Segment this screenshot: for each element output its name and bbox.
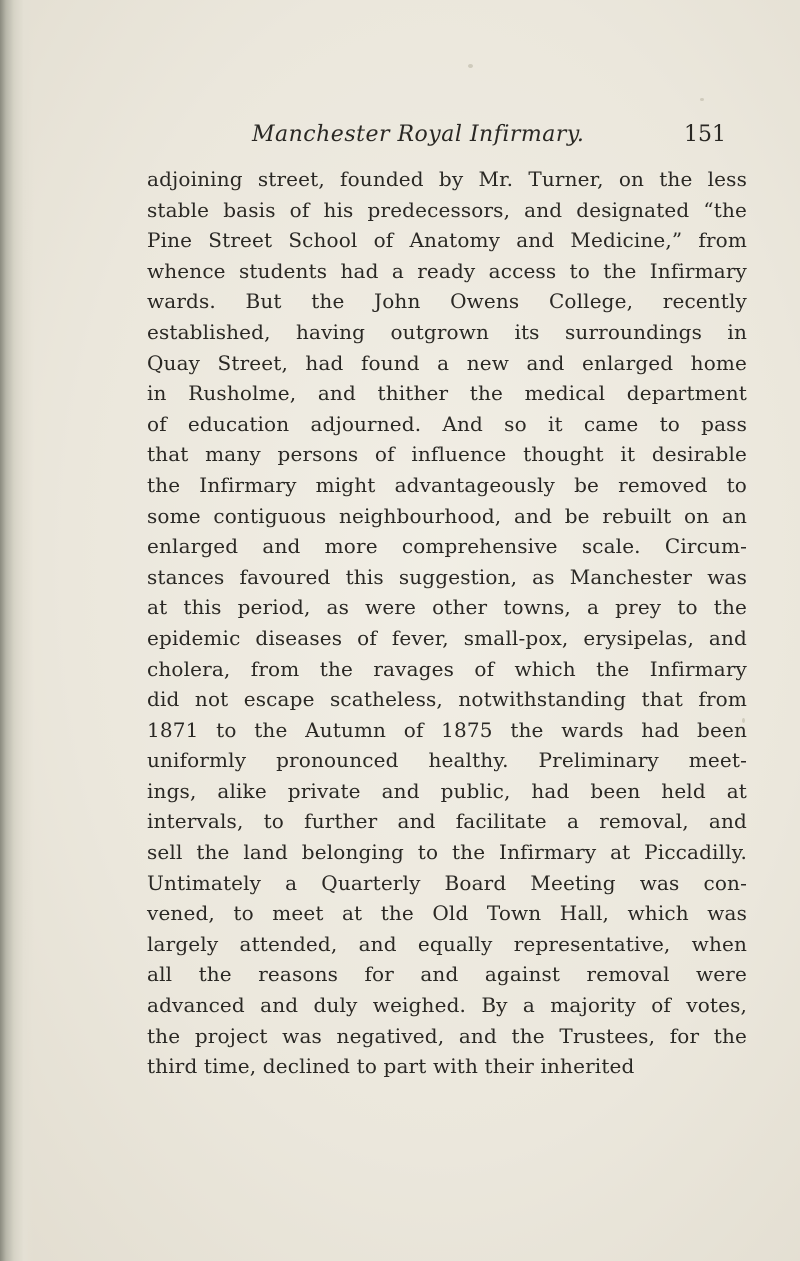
running-head — [118, 122, 738, 154]
running-title: Manchester Royal Infirmary. — [252, 122, 585, 147]
paper-speck — [468, 64, 473, 68]
text-line: wards. But the John Owens College, recently — [147, 289, 747, 314]
text-line: largely attended, and equally representative, when — [147, 931, 747, 956]
text-line: stances favoured this suggestion, as Manchester was — [147, 564, 747, 589]
text-line: all the reasons for and against removal were — [147, 962, 747, 987]
text-line: advanced and duly weighed. By a majority of votes, — [147, 993, 747, 1018]
text-line: third time, declined to part with their inherited — [147, 1054, 635, 1079]
text-line: stable basis of his predecessors, and designated “the — [147, 197, 747, 222]
text-line: 1871 to the Autumn of 1875 the wards had been — [147, 717, 747, 742]
text-line: of education adjourned. And so it came to pass — [147, 411, 747, 436]
text-line: epidemic diseases of fever, small-pox, erysipelas, and — [147, 625, 747, 650]
text-line: some contiguous neighbourhood, and be rebuilt on an — [147, 503, 747, 528]
body-text — [147, 164, 747, 1082]
text-line: established, having outgrown its surroundings in — [147, 319, 747, 344]
page-number: 151 — [684, 122, 726, 147]
text-line: in Rusholme, and thither the medical department — [147, 381, 747, 406]
text-line: whence students had a ready access to the Infirmary — [147, 258, 747, 283]
text-line: Pine Street School of Anatomy and Medicine,” from — [147, 228, 747, 253]
text-line: enlarged and more comprehensive scale. Circum- — [147, 534, 747, 559]
text-line: that many persons of influence thought it desirable — [147, 442, 747, 467]
text-line: Untimately a Quarterly Board Meeting was con- — [147, 870, 747, 895]
text-line: sell the land belonging to the Infirmary at Piccadilly. — [147, 840, 747, 865]
text-line: the Infirmary might advantageously be removed to — [147, 472, 747, 497]
text-line: uniformly pronounced healthy. Preliminary meet- — [147, 748, 747, 773]
page-binding-edge — [0, 0, 34, 1261]
text-line: did not escape scatheless, notwithstanding that from — [147, 687, 747, 712]
text-line: adjoining street, founded by Mr. Turner, on the less — [147, 167, 747, 191]
text-line: the project was negatived, and the Trustees, for the — [147, 1023, 747, 1048]
text-line: vened, to meet at the Old Town Hall, which was — [147, 901, 747, 926]
paper-speck — [700, 98, 704, 101]
text-line: ings, alike private and public, had been held at — [147, 778, 747, 803]
text-line: cholera, from the ravages of which the Infirmary — [147, 656, 747, 681]
text-line: Quay Street, had found a new and enlarged home — [147, 350, 747, 375]
text-line: intervals, to further and facilitate a removal, and — [147, 809, 747, 834]
text-line: at this period, as were other towns, a prey to the — [147, 595, 747, 620]
